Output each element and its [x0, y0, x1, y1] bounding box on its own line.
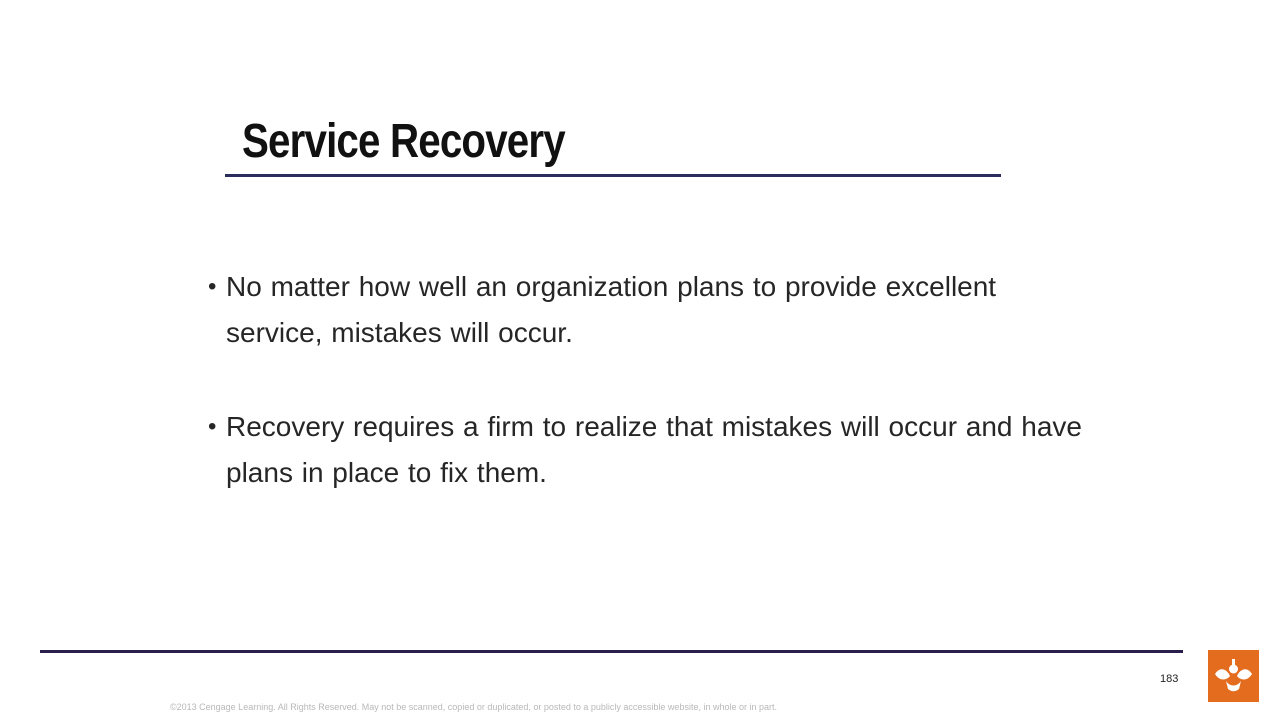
page-number: 183 — [1160, 673, 1179, 685]
title-underline — [225, 174, 1001, 177]
cengage-logo-icon — [1208, 650, 1259, 702]
bullet-dot-icon: • — [208, 413, 217, 440]
copyright-notice: ©2013 Cengage Learning. All Rights Reserved. May not be scanned, copied or duplicated, or posted to a publicly accessible website, in whole or in part. — [170, 702, 777, 712]
bullet-item — [208, 264, 1088, 356]
bullet-item — [208, 404, 1088, 496]
slide-title: Service Recovery — [242, 115, 565, 168]
bullet-text: No matter how well an organization plans to provide excellent service, mistakes will occur. — [226, 271, 997, 348]
footer-divider — [40, 650, 1183, 653]
bullet-dot-icon: • — [208, 273, 217, 300]
bullet-list — [208, 264, 1088, 544]
bullet-text: Recovery requires a firm to realize that mistakes will occur and have plans in place to fix them. — [226, 411, 1083, 488]
logo-mark — [1208, 650, 1259, 702]
